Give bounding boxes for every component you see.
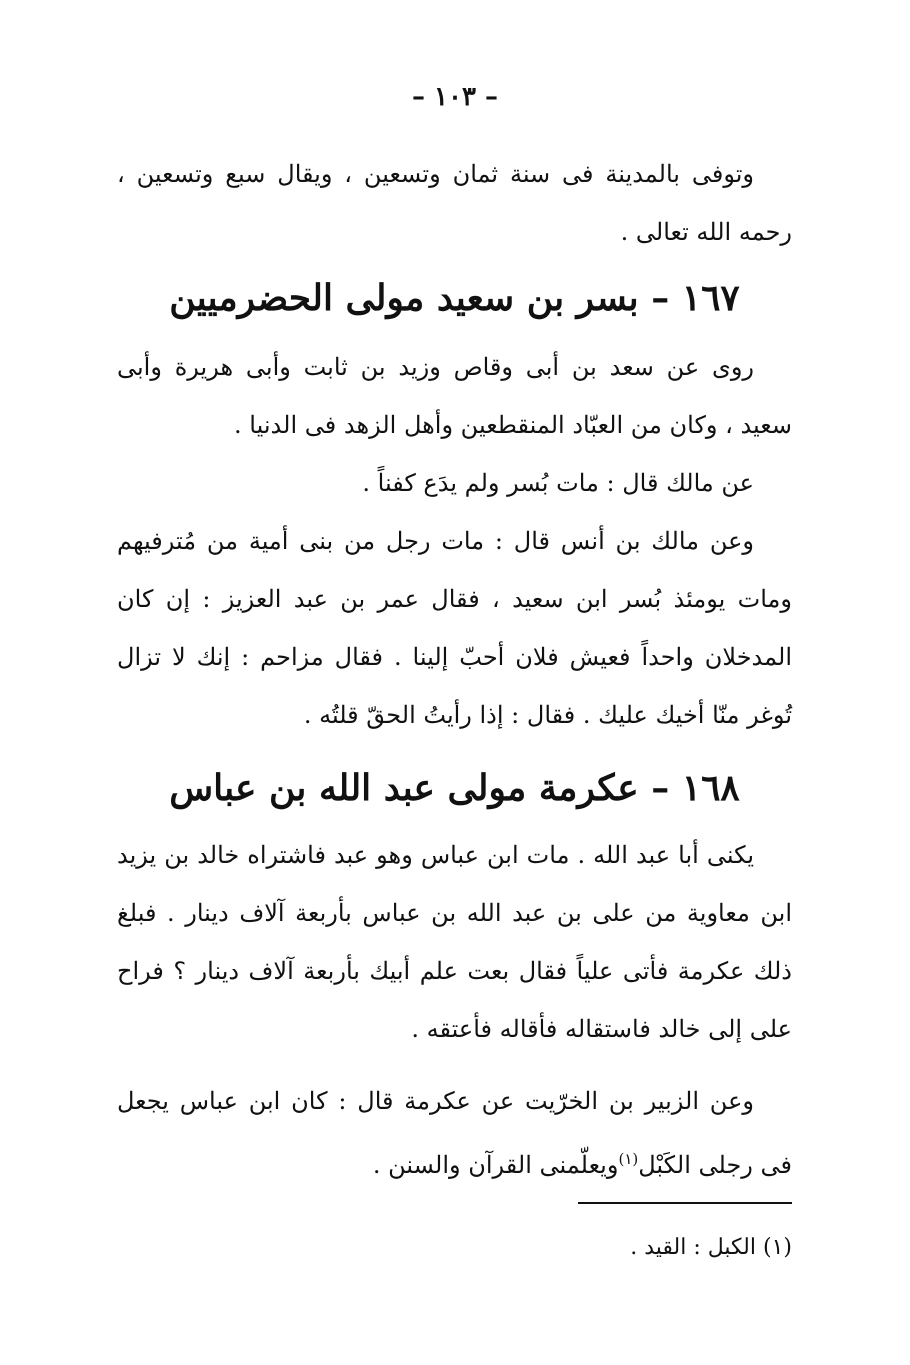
- paragraph: عن مالك قال : مات بُسر ولم يدَع كفناً .: [362, 469, 754, 497]
- entry-167-body: [117, 338, 792, 744]
- paragraph: روى عن سعد بن أبى وقاص وزيد بن ثابت وأبى هريرة وأبى سعيد ، وكان من العبّاد المنقطعين وأهل الزهد فى الدنيا .: [117, 353, 792, 439]
- entry-168-body: [117, 826, 792, 1194]
- entry-168-heading: ١٦٨ – عكرمة مولى عبد الله بن عباس: [169, 767, 740, 809]
- paragraph: يكنى أبا عبد الله . مات ابن عباس وهو عبد فاشتراه خالد بن يزيد ابن معاوية من على بن عبد الله بن عباس بأربعة آلاف دينار . فبلغ ذلك عكرمة فأتى علياً فقال بعت علم أبيك بأربعة آلاف دينار ؟ فراح على إلى خالد فاستقاله فأقاله فأعتقه .: [117, 841, 792, 1043]
- footnote-marker: (١): [618, 1150, 639, 1168]
- footnote: (١) الكبل : القيد .: [630, 1235, 792, 1260]
- entry-167-heading: ١٦٧ – بسر بن سعيد مولى الحضرميين: [169, 277, 740, 319]
- paragraph-text: ويعلّمنى القرآن والسنن .: [372, 1151, 619, 1179]
- paragraph: [117, 1072, 792, 1194]
- paragraph: وعن مالك بن أنس قال : مات رجل من بنى أمية من مُترفيهم ومات يومئذ بُسر ابن سعيد ، فقال عمر بن عبد العزيز : إن كان المدخلان واحداً فعيش فلان أحبّ إلينا . فقال مزاحم : إنك لا تزال تُوغر منّا أخيك عليك . فقال : إذا رأيتُ الحقّ قلتُه .: [117, 527, 792, 729]
- footnote-divider: [578, 1202, 792, 1204]
- page-number: – ١٠٣ –: [411, 82, 499, 112]
- paragraph-text: وعن الزبير بن الخرّيت عن عكرمة قال : كان ابن عباس يجعل فى رجلى الكَبْل: [117, 1087, 792, 1179]
- paragraph: وتوفى بالمدينة فى سنة ثمان وتسعين ، ويقال سبع وتسعين ، رحمه الله تعالى .: [117, 160, 792, 246]
- intro-paragraph: [117, 145, 792, 261]
